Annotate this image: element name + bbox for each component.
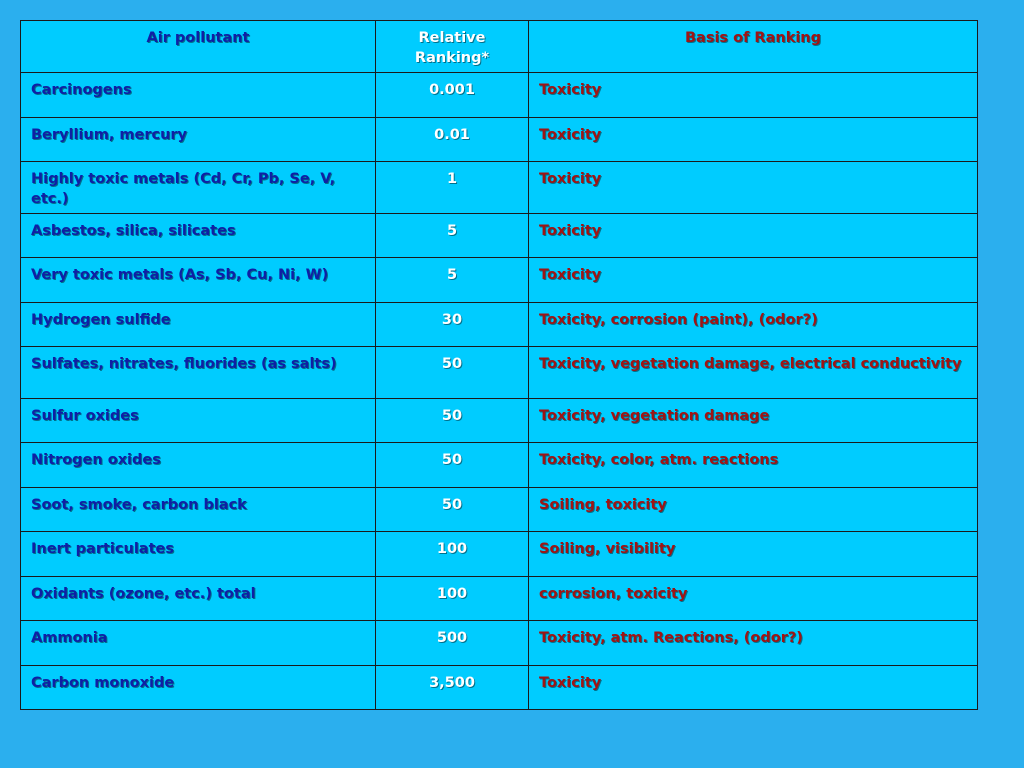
cell-relative-ranking: 50	[376, 398, 529, 443]
cell-basis-of-ranking: Toxicity, vegetation damage, electrical conductivity	[529, 347, 978, 399]
cell-basis-of-ranking: Toxicity	[529, 73, 978, 118]
table-row	[21, 117, 978, 162]
cell-basis-of-ranking: Toxicity	[529, 258, 978, 303]
cell-relative-ranking: 50	[376, 487, 529, 532]
cell-relative-ranking: 0.001	[376, 73, 529, 118]
cell-pollutant: Inert particulates	[21, 532, 376, 577]
cell-relative-ranking: 50	[376, 443, 529, 488]
cell-relative-ranking: 1	[376, 162, 529, 214]
cell-pollutant: Carcinogens	[21, 73, 376, 118]
cell-pollutant: Sulfates, nitrates, fluorides (as salts)	[21, 347, 376, 399]
cell-relative-ranking: 5	[376, 213, 529, 258]
table-row	[21, 162, 978, 214]
table-row	[21, 398, 978, 443]
table-row	[21, 258, 978, 303]
cell-basis-of-ranking: Soiling, toxicity	[529, 487, 978, 532]
table-row	[21, 443, 978, 488]
cell-relative-ranking: 0.01	[376, 117, 529, 162]
header-air-pollutant: Air pollutant	[21, 21, 376, 73]
pollutant-ranking-table	[20, 20, 978, 710]
table-row	[21, 73, 978, 118]
cell-pollutant: Ammonia	[21, 621, 376, 666]
cell-relative-ranking: 3,500	[376, 665, 529, 710]
cell-pollutant: Oxidants (ozone, etc.) total	[21, 576, 376, 621]
cell-pollutant: Nitrogen oxides	[21, 443, 376, 488]
cell-relative-ranking: 500	[376, 621, 529, 666]
cell-pollutant: Very toxic metals (As, Sb, Cu, Ni, W)	[21, 258, 376, 303]
table-header-row	[21, 21, 978, 73]
table-row	[21, 532, 978, 577]
table-row	[21, 621, 978, 666]
table-row	[21, 302, 978, 347]
table-row	[21, 665, 978, 710]
cell-basis-of-ranking: Toxicity, corrosion (paint), (odor?)	[529, 302, 978, 347]
cell-relative-ranking: 100	[376, 532, 529, 577]
cell-pollutant: Carbon monoxide	[21, 665, 376, 710]
cell-relative-ranking: 100	[376, 576, 529, 621]
cell-basis-of-ranking: Toxicity	[529, 162, 978, 214]
cell-pollutant: Soot, smoke, carbon black	[21, 487, 376, 532]
cell-basis-of-ranking: corrosion, toxicity	[529, 576, 978, 621]
table-row	[21, 487, 978, 532]
cell-relative-ranking: 50	[376, 347, 529, 399]
cell-pollutant: Asbestos, silica, silicates	[21, 213, 376, 258]
table-body	[21, 73, 978, 710]
cell-basis-of-ranking: Toxicity, vegetation damage	[529, 398, 978, 443]
header-basis-of-ranking: Basis of Ranking	[529, 21, 978, 73]
cell-basis-of-ranking: Toxicity	[529, 213, 978, 258]
cell-basis-of-ranking: Toxicity	[529, 117, 978, 162]
table-row	[21, 213, 978, 258]
cell-pollutant: Hydrogen sulfide	[21, 302, 376, 347]
cell-basis-of-ranking: Toxicity, atm. Reactions, (odor?)	[529, 621, 978, 666]
table-row	[21, 347, 978, 399]
cell-basis-of-ranking: Toxicity	[529, 665, 978, 710]
header-relative-ranking: Relative Ranking*	[376, 21, 529, 73]
cell-relative-ranking: 5	[376, 258, 529, 303]
cell-basis-of-ranking: Soiling, visibility	[529, 532, 978, 577]
cell-basis-of-ranking: Toxicity, color, atm. reactions	[529, 443, 978, 488]
table-row	[21, 576, 978, 621]
cell-pollutant: Highly toxic metals (Cd, Cr, Pb, Se, V, etc.)	[21, 162, 376, 214]
cell-pollutant: Sulfur oxides	[21, 398, 376, 443]
cell-pollutant: Beryllium, mercury	[21, 117, 376, 162]
cell-relative-ranking: 30	[376, 302, 529, 347]
